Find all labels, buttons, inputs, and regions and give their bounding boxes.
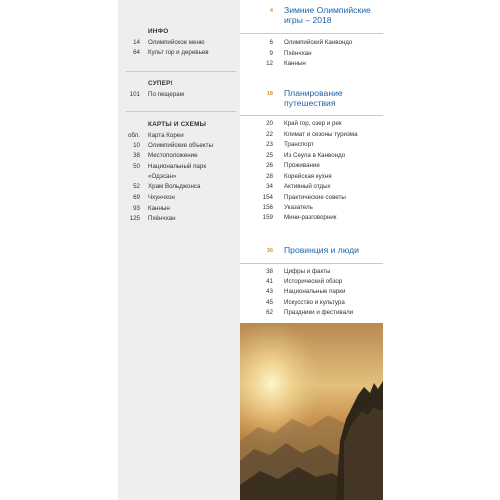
book-page [118, 0, 383, 500]
list-item[interactable] [118, 194, 240, 203]
section-title-line: Провинция и люди [284, 245, 359, 255]
list-item[interactable] [118, 215, 240, 224]
list-item[interactable] [240, 162, 383, 171]
list-item[interactable] [240, 183, 383, 192]
divider [240, 115, 383, 116]
list-item[interactable] [240, 50, 383, 59]
page-number: 20 [266, 120, 273, 127]
section-title [284, 245, 383, 255]
page-number: 28 [266, 173, 273, 180]
page-number: 9 [269, 50, 273, 57]
page-number: 23 [266, 141, 273, 148]
page-number: 12 [266, 60, 273, 67]
section-title-line: Планирование [284, 88, 343, 98]
list-item[interactable] [240, 131, 383, 140]
item-label: Местоположение [148, 152, 198, 159]
list-item[interactable] [240, 120, 383, 129]
list-item[interactable] [240, 152, 383, 161]
page-number: 38 [133, 152, 140, 159]
list-item[interactable] [240, 288, 383, 297]
section-heading [240, 88, 383, 110]
list-item[interactable] [240, 214, 383, 223]
left-column [118, 0, 240, 500]
page-number: 43 [266, 288, 273, 295]
item-label: Национальный парк [148, 163, 207, 170]
divider [240, 263, 383, 264]
item-label: Цифры и факты [284, 268, 331, 275]
page-number: обл. [127, 132, 140, 139]
item-label: Храм Вольджонса [148, 183, 201, 190]
list-item[interactable] [118, 142, 240, 151]
page-number: 10 [133, 142, 140, 149]
item-label: Исторический обзор [284, 278, 343, 285]
list-item[interactable] [240, 278, 383, 287]
list-item[interactable] [240, 299, 383, 308]
item-label: Пхёнчхан [284, 50, 312, 57]
item-label: Искусство и культура [284, 299, 345, 306]
section-title-line: Зимние Олимпийские [284, 5, 371, 15]
page-number: 22 [266, 131, 273, 138]
section-number: 36 [266, 248, 273, 254]
list-item[interactable] [118, 205, 240, 214]
page-number: 64 [133, 49, 140, 56]
list-item[interactable] [240, 194, 383, 203]
item-label: Активный отдых [284, 183, 331, 190]
item-label: Климат и сезоны туризма [284, 131, 358, 138]
list-item[interactable] [240, 60, 383, 69]
page-number: 45 [266, 299, 273, 306]
item-label: Карта Кореи [148, 132, 184, 139]
page-number: 156 [262, 204, 273, 211]
page-number: 14 [133, 39, 140, 46]
maps-section-title: КАРТЫ И СХЕМЫ [148, 121, 207, 128]
item-label: Из Сеула в Канвондо [284, 152, 346, 159]
item-label: Мини-разговорник [284, 214, 337, 221]
page-number: 62 [266, 309, 273, 316]
list-item[interactable] [240, 39, 383, 48]
item-label: Олимпийский Канвондо [284, 39, 353, 46]
section-heading [240, 5, 383, 27]
list-item[interactable] [240, 309, 383, 318]
page-number: 38 [266, 268, 273, 275]
page-number: 93 [133, 205, 140, 212]
list-item[interactable] [118, 183, 240, 192]
divider [240, 33, 383, 34]
super-section-title: СУПЕР! [148, 80, 173, 87]
item-label: Чхунчхон [148, 194, 175, 201]
item-label: Праздники и фестивали [284, 309, 354, 316]
item-label: Практические советы [284, 194, 346, 201]
list-item[interactable] [240, 268, 383, 277]
item-label: «Одэсан» [148, 173, 177, 180]
section-title [284, 88, 383, 108]
item-label: По пещерам [148, 91, 184, 98]
page-number: 41 [266, 278, 273, 285]
list-item[interactable] [118, 49, 240, 58]
page-number: 101 [129, 91, 140, 98]
item-label: Культ гор и деревьев [148, 49, 209, 56]
item-label: Каннын [148, 205, 170, 212]
list-item[interactable] [240, 173, 383, 182]
page-number: 26 [266, 162, 273, 169]
list-item[interactable] [118, 132, 240, 141]
list-item[interactable] [118, 91, 240, 100]
section-title [284, 5, 383, 25]
item-label: Национальные парки [284, 288, 346, 295]
item-label: Олимпийское меню [148, 39, 205, 46]
list-item[interactable] [240, 141, 383, 150]
page-number: 154 [262, 194, 273, 201]
list-item[interactable] [118, 39, 240, 48]
divider [126, 71, 236, 72]
page-number: 52 [133, 183, 140, 190]
item-label: Указатель [284, 204, 313, 211]
page-number: 125 [129, 215, 140, 222]
item-label: Край гор, озер и рек [284, 120, 342, 127]
page-number: 69 [133, 194, 140, 201]
info-section-title: ИНФО [148, 28, 169, 35]
section-heading [240, 245, 383, 257]
page-number: 6 [269, 39, 273, 46]
item-label: Корейская кухня [284, 173, 332, 180]
item-label: Олимпийские объекты [148, 142, 213, 149]
item-label: Пхёнчхан [148, 215, 176, 222]
list-item[interactable] [118, 173, 240, 182]
page-number: 159 [262, 214, 273, 221]
list-item[interactable] [118, 163, 240, 172]
item-label: Каннын [284, 60, 306, 67]
page-number: 25 [266, 152, 273, 159]
item-label: Транспорт [284, 141, 314, 148]
section-title-line: путешествия [284, 98, 336, 108]
list-item[interactable] [240, 204, 383, 213]
page-number: 34 [266, 183, 273, 190]
section-number: 4 [269, 8, 273, 14]
mountain-sunset-photo [240, 323, 383, 500]
list-item[interactable] [118, 152, 240, 161]
section-title-line: игры – 2018 [284, 15, 332, 25]
item-label: Проживание [284, 162, 320, 169]
page-number: 50 [133, 163, 140, 170]
section-number: 18 [266, 91, 273, 97]
divider [126, 111, 236, 112]
